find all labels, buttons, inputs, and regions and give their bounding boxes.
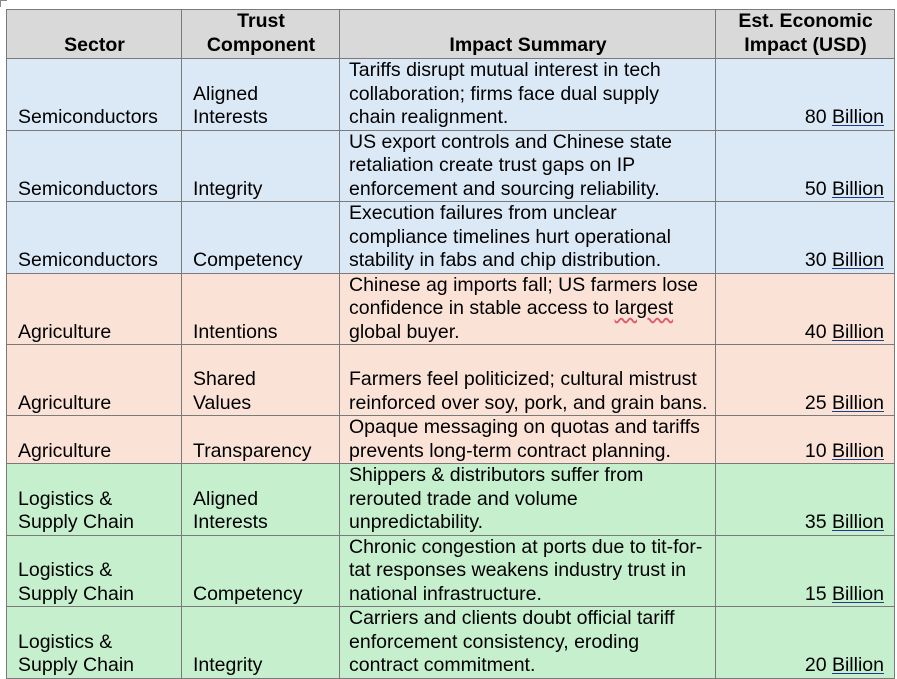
cell-economic-impact[interactable] bbox=[716, 202, 895, 274]
sector-line1: Agriculture bbox=[18, 439, 112, 462]
component-line1: Integrity bbox=[193, 177, 263, 200]
cell-impact-summary[interactable] bbox=[340, 345, 716, 416]
cell-impact-summary[interactable] bbox=[340, 59, 716, 131]
table-row bbox=[7, 416, 895, 464]
cell-trust-component[interactable] bbox=[182, 607, 340, 679]
summary-text: US export controls and Chinese state retaliation create trust gaps on IP enforcement and sourcing reliability. bbox=[349, 130, 673, 200]
table-row bbox=[7, 607, 895, 679]
header-sector[interactable] bbox=[7, 10, 182, 59]
cell-sector[interactable] bbox=[7, 416, 182, 464]
sector-line1: Semiconductors bbox=[18, 177, 158, 200]
impact-unit: Billion bbox=[831, 177, 884, 200]
summary-text-pre: Chinese ag imports fall; US farmers lose confidence in stable access to bbox=[349, 273, 698, 319]
header-impact-line2: Impact (USD) bbox=[744, 33, 867, 56]
component-line1: Intentions bbox=[193, 320, 278, 343]
impact-unit: Billion bbox=[831, 511, 884, 533]
cell-economic-impact[interactable] bbox=[716, 345, 895, 416]
spellcheck-flagged-word[interactable]: largest bbox=[614, 297, 674, 319]
header-sector-label: Sector bbox=[64, 33, 125, 56]
sector-line1: Agriculture bbox=[18, 320, 112, 343]
impact-value: 30 bbox=[804, 249, 827, 271]
cell-impact-summary[interactable] bbox=[340, 464, 716, 536]
cell-impact-summary[interactable] bbox=[340, 416, 716, 464]
sector-line1: Semiconductors bbox=[18, 106, 158, 128]
cell-impact-summary[interactable] bbox=[340, 535, 716, 607]
sector-line2: Supply Chain bbox=[18, 511, 134, 533]
table-row bbox=[7, 59, 895, 131]
cell-economic-impact[interactable] bbox=[716, 273, 895, 345]
cell-economic-impact[interactable] bbox=[716, 464, 895, 536]
cell-sector[interactable] bbox=[7, 202, 182, 274]
cell-sector[interactable] bbox=[7, 535, 182, 607]
table-row bbox=[7, 202, 895, 274]
component-line1: Shared bbox=[193, 368, 256, 390]
table-row bbox=[7, 535, 895, 607]
header-trust-component[interactable] bbox=[182, 10, 340, 59]
impact-value: 10 bbox=[804, 439, 827, 462]
cell-trust-component[interactable] bbox=[182, 59, 340, 131]
cell-sector[interactable] bbox=[7, 464, 182, 536]
impact-unit: Billion bbox=[831, 391, 884, 414]
cell-impact-summary[interactable] bbox=[340, 607, 716, 679]
cell-sector[interactable] bbox=[7, 273, 182, 345]
cell-sector[interactable] bbox=[7, 345, 182, 416]
component-line1: Aligned bbox=[193, 82, 259, 105]
component-line1: Integrity bbox=[193, 654, 263, 676]
cell-economic-impact[interactable] bbox=[716, 416, 895, 464]
cell-trust-component[interactable] bbox=[182, 464, 340, 536]
component-line1: Competency bbox=[193, 249, 303, 271]
header-impact-summary[interactable] bbox=[340, 10, 716, 59]
component-line1: Transparency bbox=[193, 439, 312, 462]
sector-line2: Supply Chain bbox=[18, 582, 134, 605]
summary-text: Execution failures from unclear compliance timelines hurt operational stability in fabs and chip distribution. bbox=[349, 202, 671, 271]
cell-impact-summary[interactable] bbox=[340, 273, 716, 345]
impact-unit: Billion bbox=[831, 249, 884, 271]
cell-sector[interactable] bbox=[7, 130, 182, 202]
cell-economic-impact[interactable] bbox=[716, 59, 895, 131]
table-row bbox=[7, 273, 895, 345]
impact-unit: Billion bbox=[831, 654, 884, 676]
cell-economic-impact[interactable] bbox=[716, 607, 895, 679]
header-component-line1: Trust bbox=[237, 10, 285, 32]
summary-text-post: global buyer. bbox=[349, 320, 460, 343]
cell-impact-summary[interactable] bbox=[340, 202, 716, 274]
select-all-corner[interactable] bbox=[0, 0, 7, 7]
cell-trust-component[interactable] bbox=[182, 130, 340, 202]
cell-trust-component[interactable] bbox=[182, 416, 340, 464]
sector-line1: Logistics & bbox=[18, 559, 113, 581]
cell-impact-summary[interactable] bbox=[340, 130, 716, 202]
impact-unit: Billion bbox=[831, 582, 884, 605]
sector-line1: Semiconductors bbox=[18, 249, 158, 271]
impact-value: 50 bbox=[804, 177, 827, 200]
sector-line1: Agriculture bbox=[18, 391, 112, 414]
impact-value: 25 bbox=[804, 391, 827, 414]
table-row bbox=[7, 345, 895, 416]
table-row bbox=[7, 464, 895, 536]
summary-text: Opaque messaging on quotas and tariffs prevents long-term contract planning. bbox=[349, 416, 700, 462]
component-line1: Competency bbox=[193, 582, 303, 605]
impact-value: 40 bbox=[804, 320, 827, 343]
trust-impact-table bbox=[6, 9, 895, 679]
cell-sector[interactable] bbox=[7, 59, 182, 131]
sector-line1: Logistics & bbox=[18, 630, 113, 653]
component-line2: Values bbox=[193, 391, 252, 414]
impact-unit: Billion bbox=[831, 320, 884, 343]
summary-text: Farmers feel politicized; cultural mistrust reinforced over soy, pork, and grain bans. bbox=[349, 368, 708, 414]
component-line1: Aligned bbox=[193, 487, 259, 510]
header-summary-label: Impact Summary bbox=[449, 33, 607, 56]
cell-economic-impact[interactable] bbox=[716, 130, 895, 202]
header-economic-impact[interactable] bbox=[716, 10, 895, 59]
cell-trust-component[interactable] bbox=[182, 202, 340, 274]
summary-text: Carriers and clients doubt official tariff enforcement consistency, eroding contract commitment. bbox=[349, 607, 675, 676]
component-line2: Interests bbox=[193, 106, 268, 128]
cell-sector[interactable] bbox=[7, 607, 182, 679]
header-impact-line1: Est. Economic bbox=[738, 10, 873, 32]
cell-trust-component[interactable] bbox=[182, 273, 340, 345]
impact-value: 20 bbox=[804, 654, 827, 676]
impact-unit: Billion bbox=[831, 106, 884, 128]
cell-trust-component[interactable] bbox=[182, 345, 340, 416]
cell-economic-impact[interactable] bbox=[716, 535, 895, 607]
component-line2: Interests bbox=[193, 511, 268, 533]
impact-value: 35 bbox=[804, 511, 827, 533]
header-row bbox=[7, 10, 895, 59]
impact-value: 15 bbox=[804, 582, 827, 605]
sector-line2: Supply Chain bbox=[18, 654, 134, 676]
summary-text: Chronic congestion at ports due to tit-for-tat responses weakens industry trust in national infrastructure. bbox=[349, 535, 703, 605]
sector-line1: Logistics & bbox=[18, 487, 113, 510]
impact-value: 80 bbox=[804, 106, 827, 128]
cell-trust-component[interactable] bbox=[182, 535, 340, 607]
summary-text: Shippers & distributors suffer from rerouted trade and volume unpredictability. bbox=[349, 464, 644, 533]
table-row bbox=[7, 130, 895, 202]
summary-text: Tariffs disrupt mutual interest in tech collaboration; firms face dual supply chain realignment. bbox=[349, 59, 661, 128]
header-component-line2: Component bbox=[206, 33, 316, 56]
impact-unit: Billion bbox=[831, 439, 884, 462]
